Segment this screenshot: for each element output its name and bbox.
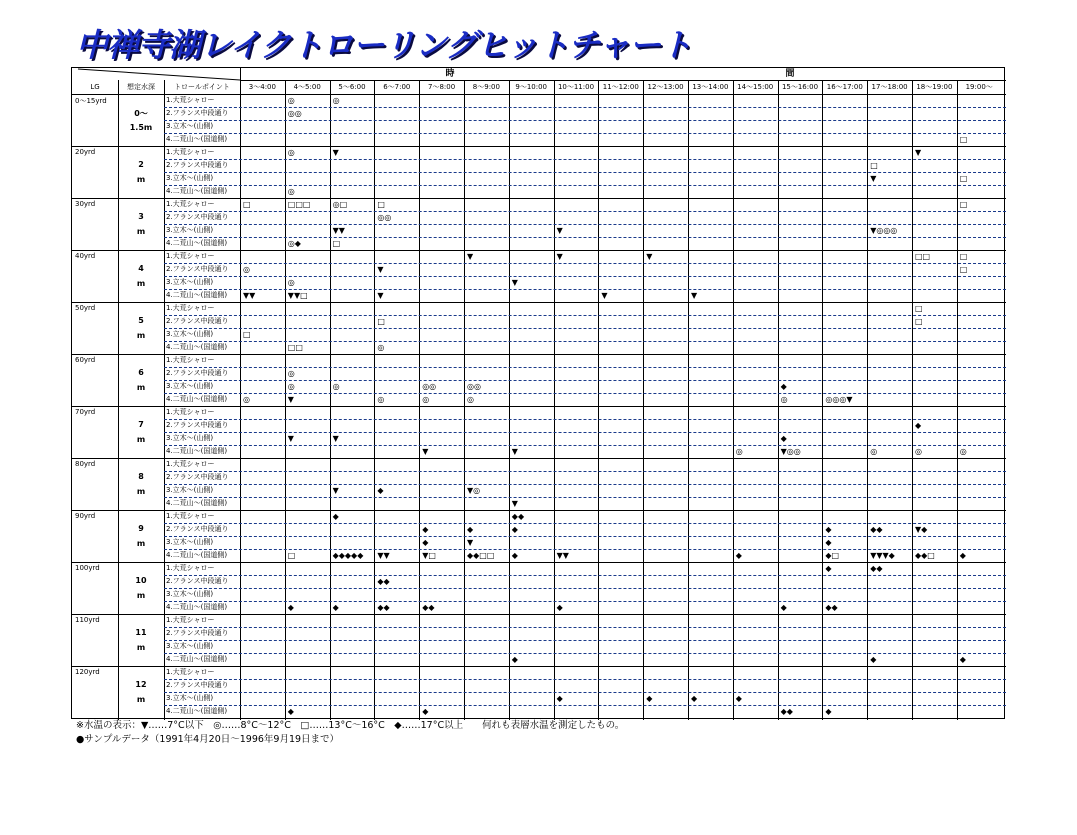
lg-label: 30yrd [75,200,96,208]
troll-point-label: 3.立木〜(山側) [166,174,214,182]
hit-mark: ▼□ [422,551,436,560]
hit-mark: ◎ [243,395,250,404]
hit-mark: ◎◎ [422,382,437,391]
hit-mark: ◆ [825,707,832,716]
hit-mark: ◎ [780,395,788,404]
grid-line [164,653,1006,654]
hit-mark: ◆ [556,603,563,612]
hit-mark: ◆◆ [825,603,838,612]
hit-mark: □ [959,252,968,261]
hit-mark: □ [959,265,968,274]
hit-mark: ◎□ [332,200,348,209]
hit-mark: ◎ [287,96,295,105]
troll-point-label: 1.大荒シャロー [166,512,215,520]
grid-line [164,263,1006,264]
hit-mark: ◆ [422,707,429,716]
hit-mark: ◎ [870,447,878,456]
hit-mark: ▼ [511,499,518,508]
hit-mark: ▼ [556,252,563,261]
depth-label: 3 [138,212,144,221]
grid-line [164,159,1006,160]
troll-point-label: 1.大荒シャロー [166,564,215,572]
hit-mark: □□□ [287,200,311,209]
depth-unit: m [136,487,146,496]
hit-mark: ◆◆◆◆◆ [332,551,364,560]
hit-mark: ◎ [959,447,967,456]
hit-mark: □ [243,330,251,339]
time-slot-header: 16〜17:00 [826,83,863,91]
hit-mark: ◆ [511,551,518,560]
troll-point-label: 3.立木〜(山側) [166,486,214,494]
hit-mark: ▼▼ [556,551,569,560]
hit-mark: ◎◎ [467,382,481,391]
grid-line [164,679,1006,680]
lg-label: 40yrd [75,252,96,260]
hit-mark: □ [959,174,968,183]
troll-point-label: 4.二荒山〜(国道側) [166,551,228,559]
grid-line [330,80,331,720]
hit-mark: □ [915,304,923,313]
troll-point-label: 4.二荒山〜(国道側) [166,343,228,351]
hit-mark: ◎ [377,395,385,404]
hit-mark: ◆ [377,486,384,495]
troll-point-label: 3.立木〜(山側) [166,590,214,598]
hit-mark: ◎ [422,395,430,404]
hit-mark: ▼▼ [377,551,390,560]
time-slot-header: 15〜16:00 [781,83,819,91]
legend-line-water-temp: ※水温の表示：▼……7°C以下 ◎……8°C〜12°C □……13°C〜16°C ◆……17°C以上 何れも表層水温を測定したもの。 [76,720,625,731]
hit-mark: ▼ [467,252,474,261]
depth-label: 4 [138,264,144,273]
depth-label: 11 [135,628,147,637]
hit-mark: ◆◆ [511,512,525,521]
hit-mark: □ [959,135,968,144]
hit-mark: □ [332,239,341,248]
hit-mark: ◆◆□□ [467,551,495,560]
depth-label: 6 [138,368,144,377]
hit-mark: ◆ [287,603,294,612]
hit-mark: □ [959,200,968,209]
hit-mark: ◎ [377,343,385,352]
troll-point-label: 1.大荒シャロー [166,252,215,260]
hit-mark: ◎ [287,369,295,378]
troll-point-label: 4.二荒山〜(国道側) [166,603,228,611]
grid-line [912,80,913,720]
hit-mark: ◆◆□ [915,551,935,560]
time-slot-header: 13〜14:00 [692,83,729,91]
grid-line [164,536,1006,537]
troll-point-label: 3.立木〜(山側) [166,278,214,286]
hit-mark: ◆ [511,655,518,664]
header-troll-point: トロールポイント [174,83,230,91]
lg-label: 70yrd [75,408,96,416]
hit-mark: ◆ [735,694,742,703]
hit-mark: ▼ [511,278,518,287]
hit-mark: ▼ [287,434,294,443]
lg-label: 0〜15yrd [75,97,107,105]
grid-line [164,627,1006,628]
hit-mark: ◆ [332,603,339,612]
troll-point-label: 3.立木〜(山側) [166,642,214,650]
grid-line [509,80,510,720]
troll-point-label: 4.二荒山〜(国道側) [166,187,228,195]
hit-mark: ◆ [915,421,922,430]
troll-point-label: 4.二荒山〜(国道側) [166,447,228,455]
depth-label: 7 [138,420,144,429]
hit-mark: ◆◆ [780,707,793,716]
troll-point-label: 3.立木〜(山側) [166,382,214,390]
hit-mark: ▼ [556,226,563,235]
depth-unit: m [136,279,146,288]
hit-mark: ◆ [332,512,339,521]
header-time-left: 時 [445,69,455,79]
hit-mark: ◎◎◎▼ [825,395,853,404]
troll-point-label: 4.二荒山〜(国道側) [166,655,228,663]
depth-label: 2 [138,160,144,169]
hit-mark: ▼ [915,148,922,157]
troll-point-label: 4.二荒山〜(国道側) [166,395,228,403]
hit-mark: ◆ [780,603,787,612]
page-title: 中禅寺湖レイクトローリングヒットチャート [76,26,692,64]
hit-mark: ◆ [959,551,966,560]
lg-label: 50yrd [75,304,96,312]
troll-point-label: 1.大荒シャロー [166,304,215,312]
hit-mark: ▼◎ [467,486,481,495]
grid-line [164,471,1006,472]
troll-point-label: 2.フランス中段通り [166,629,229,637]
hit-chart-table [71,67,1005,719]
depth-unit: m [136,695,146,704]
troll-point-label: 2.フランス中段通り [166,317,229,325]
hit-mark: ▼ [691,291,698,300]
depth-unit: m [136,383,146,392]
hit-mark: ▼ [332,148,339,157]
hit-mark: □□ [915,252,931,261]
hit-mark: ▼ [422,447,429,456]
grid-line [164,211,1006,212]
legend-line-sample-data: ●サンプルデータ（1991年4月20日〜1996年9月19日まで） [76,734,340,745]
depth-unit: m [136,175,146,184]
troll-point-label: 2.フランス中段通り [166,213,229,221]
grid-line [164,172,1006,173]
depth-unit: m [136,435,146,444]
hit-mark: ◎ [332,96,340,105]
hit-mark: ◆ [735,551,742,560]
lg-label: 120yrd [75,668,100,676]
time-slot-header: 14〜15:00 [737,83,774,91]
time-slot-header: 6〜7:00 [383,83,411,91]
lg-label: 20yrd [75,148,96,156]
depth-label: 12 [135,680,147,689]
lg-label: 80yrd [75,460,96,468]
time-slot-header: 3〜4:00 [248,83,276,91]
hit-mark: □ [915,317,923,326]
troll-point-label: 3.立木〜(山側) [166,538,214,546]
hit-mark: □ [377,200,385,209]
hit-mark: ◎ [332,382,340,391]
grid-line [164,445,1006,446]
hit-mark: ◎◎ [287,109,302,118]
lg-label: 90yrd [75,512,96,520]
hit-mark: ◆◆ [870,525,883,534]
troll-point-label: 4.二荒山〜(国道側) [166,499,228,507]
troll-point-label: 2.フランス中段通り [166,681,229,689]
grid-line [164,588,1006,589]
troll-point-label: 4.二荒山〜(国道側) [166,239,228,247]
hit-mark: ◆ [780,434,787,443]
lg-label: 100yrd [75,564,100,572]
grid-line [733,80,734,720]
hit-mark: ◆ [287,707,294,716]
depth-unit: 1.5m [129,123,153,132]
hit-mark: ◆◆ [870,564,883,573]
hit-mark: ◎ [735,447,743,456]
hit-mark: ◆ [825,564,832,573]
hit-mark: ◆□ [825,551,840,560]
legend-footer [76,719,624,747]
header-time-right: 間 [785,69,795,79]
time-slot-header: 5〜6:00 [338,83,366,91]
troll-point-label: 2.フランス中段通り [166,577,229,585]
troll-point-label: 3.立木〜(山側) [166,434,214,442]
hit-mark: ◆ [511,525,518,534]
troll-point-label: 3.立木〜(山側) [166,122,214,130]
hit-mark: ▼ [646,252,653,261]
grid-line [164,80,165,720]
troll-point-label: 1.大荒シャロー [166,356,215,364]
header-diagonal [72,68,240,82]
hit-mark: ▼◎◎◎ [870,226,898,235]
troll-point-label: 1.大荒シャロー [166,148,215,156]
hit-mark: ▼▼□ [287,291,308,300]
hit-mark: ◎ [287,382,295,391]
hit-mark: ◎ [287,187,295,196]
troll-point-label: 2.フランス中段通り [166,161,229,169]
hit-mark: ◆ [825,525,832,534]
troll-point-label: 4.二荒山〜(国道側) [166,291,228,299]
grid-line [164,328,1006,329]
hit-mark: ▼ [287,395,294,404]
hit-mark: ▼◎◎ [780,447,801,456]
hit-mark: ▼◆ [915,525,928,534]
hit-mark: □ [377,317,385,326]
hit-mark: ▼ [467,538,474,547]
time-slot-header: 12〜13:00 [647,83,684,91]
troll-point-label: 2.フランス中段通り [166,473,229,481]
depth-label: 5 [138,316,144,325]
hit-mark: ▼▼▼◆ [870,551,895,560]
troll-point-label: 1.大荒シャロー [166,200,215,208]
hit-mark: ▼ [332,434,339,443]
hit-mark: ◎◎ [377,213,392,222]
grid-line [164,315,1006,316]
hit-mark: ▼ [870,174,877,183]
time-slot-header: 9〜10:00 [515,83,548,91]
depth-label: 8 [138,472,144,481]
troll-point-label: 2.フランス中段通り [166,369,229,377]
grid-line [554,80,555,720]
hit-mark: ◎ [243,265,250,274]
depth-unit: m [136,331,146,340]
hit-mark: ◆ [422,525,429,534]
hit-mark: ◆ [646,694,653,703]
troll-point-label: 3.立木〜(山側) [166,226,214,234]
troll-point-label: 2.フランス中段通り [166,525,229,533]
grid-line [164,692,1006,693]
grid-line [688,80,689,720]
hit-mark: ◆◆ [377,577,390,586]
time-slot-header: 18〜19:00 [916,83,953,91]
troll-point-label: 2.フランス中段通り [166,265,229,273]
troll-point-label: 1.大荒シャロー [166,408,215,416]
lg-label: 60yrd [75,356,96,364]
grid-line [164,419,1006,420]
header-lg: LG [90,83,100,91]
hit-mark: ◆ [422,538,429,547]
time-slot-header: 4〜5:00 [293,83,321,91]
hit-mark: ◎ [915,447,922,456]
hit-mark: ◆ [691,694,698,703]
grid-line [164,575,1006,576]
hit-mark: ◎ [287,278,295,287]
hit-mark: ◆ [556,694,563,703]
hit-mark: ▼▼ [332,226,345,235]
troll-point-label: 1.大荒シャロー [166,668,215,676]
grid-line [598,80,599,720]
hit-mark: ▼ [377,291,384,300]
grid-line [164,640,1006,641]
grid-line [164,484,1006,485]
time-slot-header: 10〜11:00 [557,83,595,91]
hit-mark: ◆ [959,655,966,664]
depth-unit: m [136,591,146,600]
troll-point-label: 1.大荒シャロー [166,616,215,624]
troll-point-label: 3.立木〜(山側) [166,694,214,702]
grid-line [164,497,1006,498]
hit-mark: ◎ [287,148,295,157]
hit-mark: ▼ [332,486,339,495]
troll-point-label: 2.フランス中段通り [166,109,229,117]
hit-mark: ◆◆ [377,603,390,612]
hit-mark: ◎ [467,395,474,404]
troll-point-label: 4.二荒山〜(国道側) [166,135,228,143]
hit-mark: ◆◆ [422,603,435,612]
time-slot-header: 8〜9:00 [472,83,500,91]
hit-mark: □ [287,551,296,560]
hit-mark: ◆ [467,525,474,534]
troll-point-label: 1.大荒シャロー [166,96,215,104]
hit-mark: ▼▼ [243,291,256,300]
troll-point-label: 3.立木〜(山側) [166,330,214,338]
hit-mark: ▼ [601,291,608,300]
time-slot-header: 17〜18:00 [871,83,908,91]
hit-mark: ◆ [825,538,832,547]
time-slot-header: 7〜8:00 [427,83,456,91]
hit-mark: ▼ [511,447,518,456]
hit-mark: ◎◆ [287,239,301,248]
time-slot-header: 11〜12:00 [602,83,639,91]
grid-line [164,133,1006,134]
hit-mark: □ [870,161,878,170]
depth-label: 0〜 [134,109,148,118]
time-slot-header: 19:00〜 [965,83,993,91]
grid-line [164,120,1006,121]
troll-point-label: 1.大荒シャロー [166,460,215,468]
hit-mark: □□ [287,343,303,352]
hit-mark: □ [243,200,251,209]
troll-point-label: 4.二荒山〜(国道側) [166,707,228,715]
depth-unit: m [136,643,146,652]
lg-label: 110yrd [75,616,100,624]
depth-label: 10 [135,576,147,585]
depth-label: 9 [138,524,144,533]
hit-mark: ◆ [780,382,787,391]
grid-line [643,80,644,720]
hit-mark: ▼ [377,265,384,274]
depth-unit: m [136,539,146,548]
header-depth: 想定水深 [127,83,155,91]
troll-point-label: 2.フランス中段通り [166,421,229,429]
hit-mark: ◆ [870,655,877,664]
depth-unit: m [136,227,146,236]
